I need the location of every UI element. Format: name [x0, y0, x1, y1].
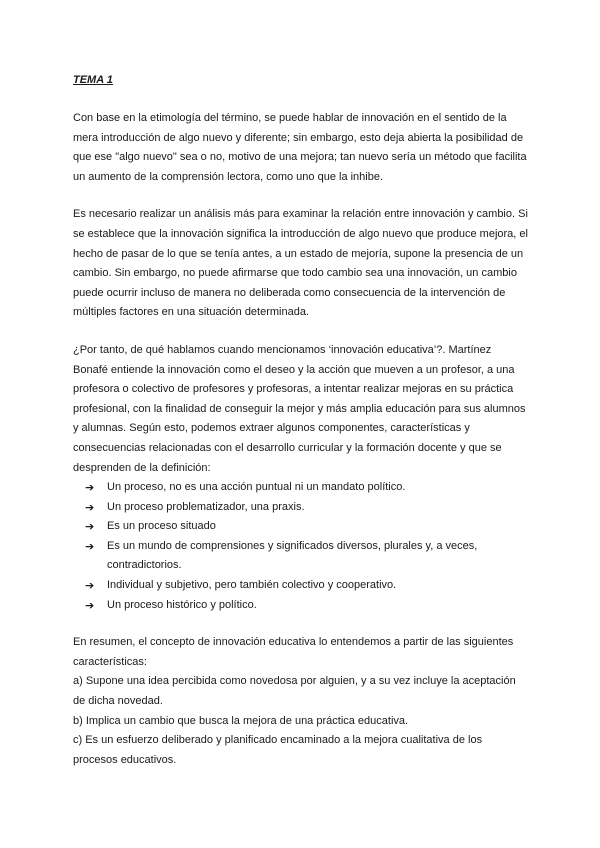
- summary-item-c: c) Es un esfuerzo deliberado y planificado encaminado a la mejora cualitativa de los procesos educativos.: [73, 734, 483, 766]
- list-item-text: Un proceso histórico y político.: [107, 598, 257, 611]
- summary-section: [73, 633, 528, 770]
- summary-item-b: b) Implica un cambio que busca la mejora de una práctica educativa.: [73, 714, 409, 727]
- list-item: [73, 517, 528, 537]
- arrow-icon: ➔: [85, 579, 95, 593]
- arrow-icon: ➔: [85, 500, 95, 514]
- list-item-text: Un proceso, no es una acción puntual ni un mandato político.: [107, 481, 406, 494]
- list-item: [73, 537, 528, 576]
- arrow-icon: ➔: [85, 481, 95, 495]
- paragraph-etimologia: Con base en la etimología del término, se puede hablar de innovación en el sentido de la mera introducción de algo nuevo y diferente; sin embargo, esto deja abierta la posibilidad de que ese "algo nuevo" sea o no, motivo de una mejora; tan nuevo sería un método que facilita un aumento de la comprensión lectora, como uno que la inhibe.: [73, 112, 527, 183]
- paragraph-innovacion-cambio: Es necesario realizar un análisis más para examinar la relación entre innovación y cambio. Si se establece que la innovación significa la introducción de algo nuevo que produce mejora, el hecho de pasar de lo que se tenía antes, a un estado de mejoría, supone la presencia de un cambio. Sin embargo, no puede afirmarse que todo cambio sea una innovación, un cambio puede ocurrir incluso de manera no deliberada como consecuencia de la intervención de múltiples factores en una situación determinada.: [73, 208, 528, 319]
- list-item: [73, 596, 528, 616]
- list-item-text: Individual y subjetivo, pero también colectivo y cooperativo.: [107, 579, 397, 592]
- document-page: [73, 72, 528, 788]
- arrow-icon: ➔: [85, 520, 95, 534]
- summary-intro: En resumen, el concepto de innovación educativa lo entendemos a partir de las siguientes características:: [73, 636, 514, 668]
- characteristics-list: [73, 478, 528, 615]
- arrow-icon: ➔: [85, 598, 95, 612]
- list-item-text: Es un proceso situado: [107, 520, 216, 533]
- list-item: [73, 576, 528, 596]
- arrow-icon: ➔: [85, 539, 95, 553]
- summary-item-a: a) Supone una idea percibida como novedosa por alguien, y a su vez incluye la aceptación de dicha novedad.: [73, 675, 516, 708]
- paragraph-innovacion-educativa: ¿Por tanto, de qué hablamos cuando mencionamos ‘innovación educativa’?. Martínez Bonafé entiende la innovación como el deseo y la acción que mueven a un profesor, a una profesora o colectivo de profesores y profesoras, a intentar realizar mejoras en su práctica profesional, con la finalidad de conseguir la mejor y más amplia educación para sus alumnos y alumnas. Según esto, podemos extraer algunos componentes, características y consecuencias relacionadas con el desarrollo curricular y la formación docente y que se desprenden de la definición:: [73, 343, 526, 474]
- list-item-text: Es un mundo de comprensiones y significados diversos, plurales y, a veces, contradictorios.: [107, 539, 478, 572]
- document-title: TEMA 1: [73, 74, 113, 86]
- list-item: [73, 498, 528, 518]
- list-item: [73, 478, 528, 498]
- list-item-text: Un proceso problematizador, una praxis.: [107, 500, 305, 513]
